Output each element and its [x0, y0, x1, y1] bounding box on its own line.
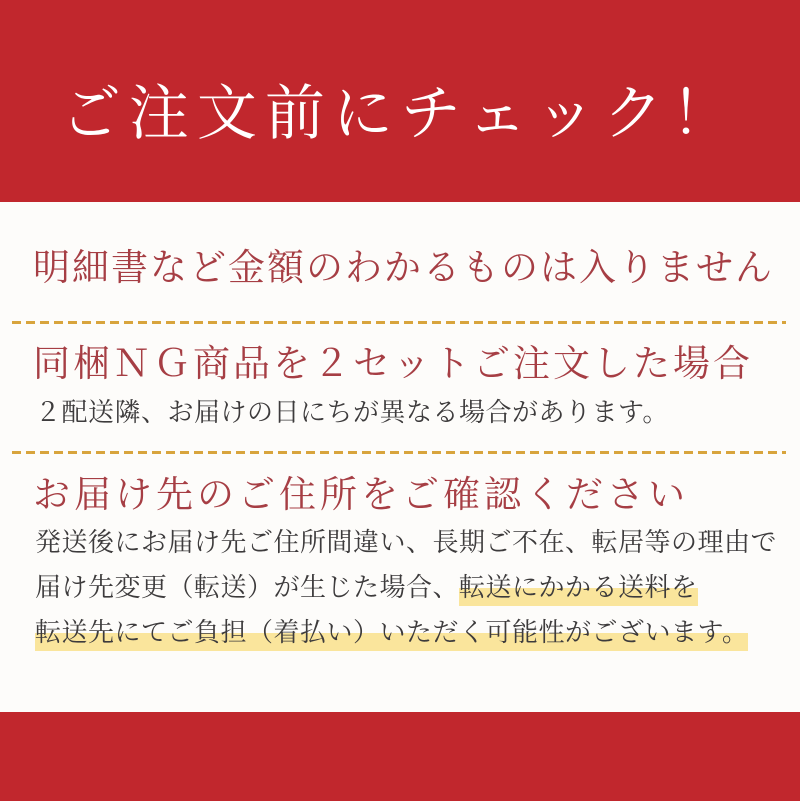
body-line — [35, 520, 777, 565]
body-line — [35, 565, 777, 610]
section-heading-bundle-ng: 同梱ＮＧ商品を２セットご注文した場合 — [33, 344, 753, 385]
section-heading-no-invoice: 明細書など金額のわかるものは入りません — [33, 248, 774, 289]
dashed-divider — [12, 451, 786, 454]
body-line — [35, 610, 777, 655]
header-band — [0, 0, 800, 202]
section-body-address-check — [35, 520, 777, 655]
dashed-divider — [12, 321, 786, 324]
footer-band — [0, 712, 800, 801]
body-text: 届け先変更（転送）が生じた場合、 — [35, 573, 460, 602]
notice-panel — [0, 202, 800, 712]
section-heading-address-check: お届け先のご住所をご確認ください — [33, 475, 689, 516]
highlighted-text: 転送先にてご負担（着払い）いただく可能性がございます。 — [35, 618, 748, 651]
page-title: ご注文前にチェック！ — [60, 81, 740, 147]
body-text: 発送後にお届け先ご住所間違い、長期ご不在、転居等の理由で — [35, 528, 778, 557]
section-body-bundle-ng: ２配送隣、お届けの日にちが異なる場合があります。 — [35, 398, 669, 427]
highlighted-text: 転送にかかる送料を — [459, 573, 698, 606]
